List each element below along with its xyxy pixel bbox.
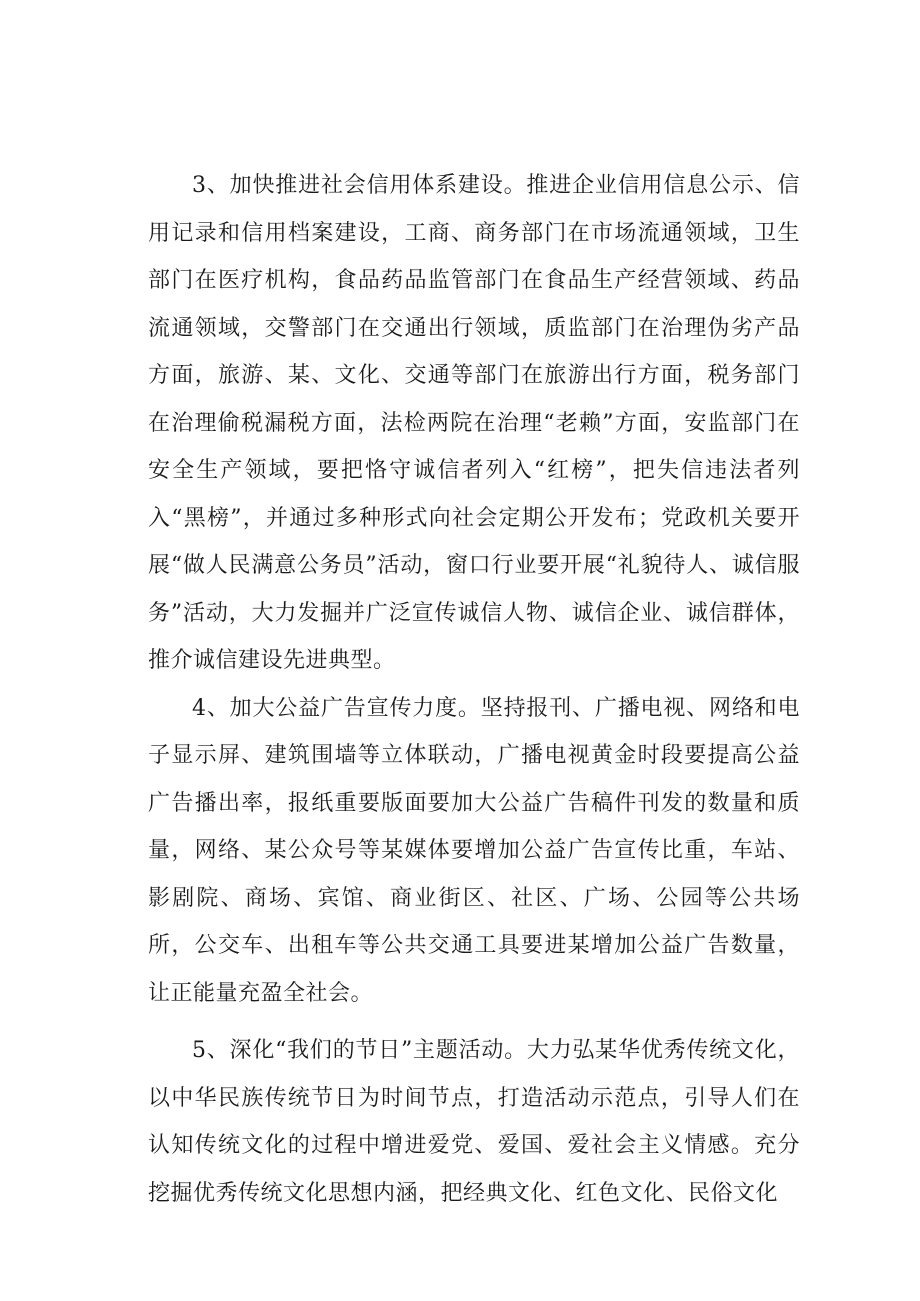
paragraph-our-festivals: 5、深化“我们的节日”主题活动。大力弘某华优秀传统文化，以中华民族传统节日为时间节点，打造活动示范点，引导人们在认知传统文化的过程中增进爱党、爱国、爱社会主义情感。充分挖掘优秀传统文化思想内涵，把经典文化、红色文化、民俗文化	[148, 1038, 800, 1206]
document-body	[148, 162, 800, 1217]
paragraph-credit-system: 3、加快推进社会信用体系建设。推进企业信用信息公示、信用记录和信用档案建设，工商、商务部门在市场流通领域，卫生部门在医疗机构，食品药品监管部门在食品生产经营领域、药品流通领域，交警部门在交通出行领域，质监部门在治理伪劣产品方面，旅游、某、文化、交通等部门在旅游出行方面，税务部门在治理偷税漏税方面，法检两院在治理“老赖”方面，安监部门在安全生产领域，要把恪守诚信者列入“红榜”，把失信违法者列入“黑榜”，并通过多种形式向社会定期公开发布；党政机关要开展“做人民满意公务员”活动，窗口行业要开展“礼貌待人、诚信服务”活动，大力发掘并广泛宣传诚信人物、诚信企业、诚信群体，推介诚信建设先进典型。	[148, 173, 800, 673]
paragraph-public-ads: 4、加大公益广告宣传力度。坚持报刊、广播电视、网络和电子显示屏、建筑围墙等立体联动，广播电视黄金时段要提高公益广告播出率，报纸重要版面要加大公益广告稿件刊发的数量和质量，网络、某公众号等某媒体要增加公益广告宣传比重，车站、影剧院、商场、宾馆、商业街区、社区、广场、公园等公共场所，公交车、出租车等公共交通工具要进某增加公益广告数量，让正能量充盈全社会。	[148, 695, 800, 1006]
